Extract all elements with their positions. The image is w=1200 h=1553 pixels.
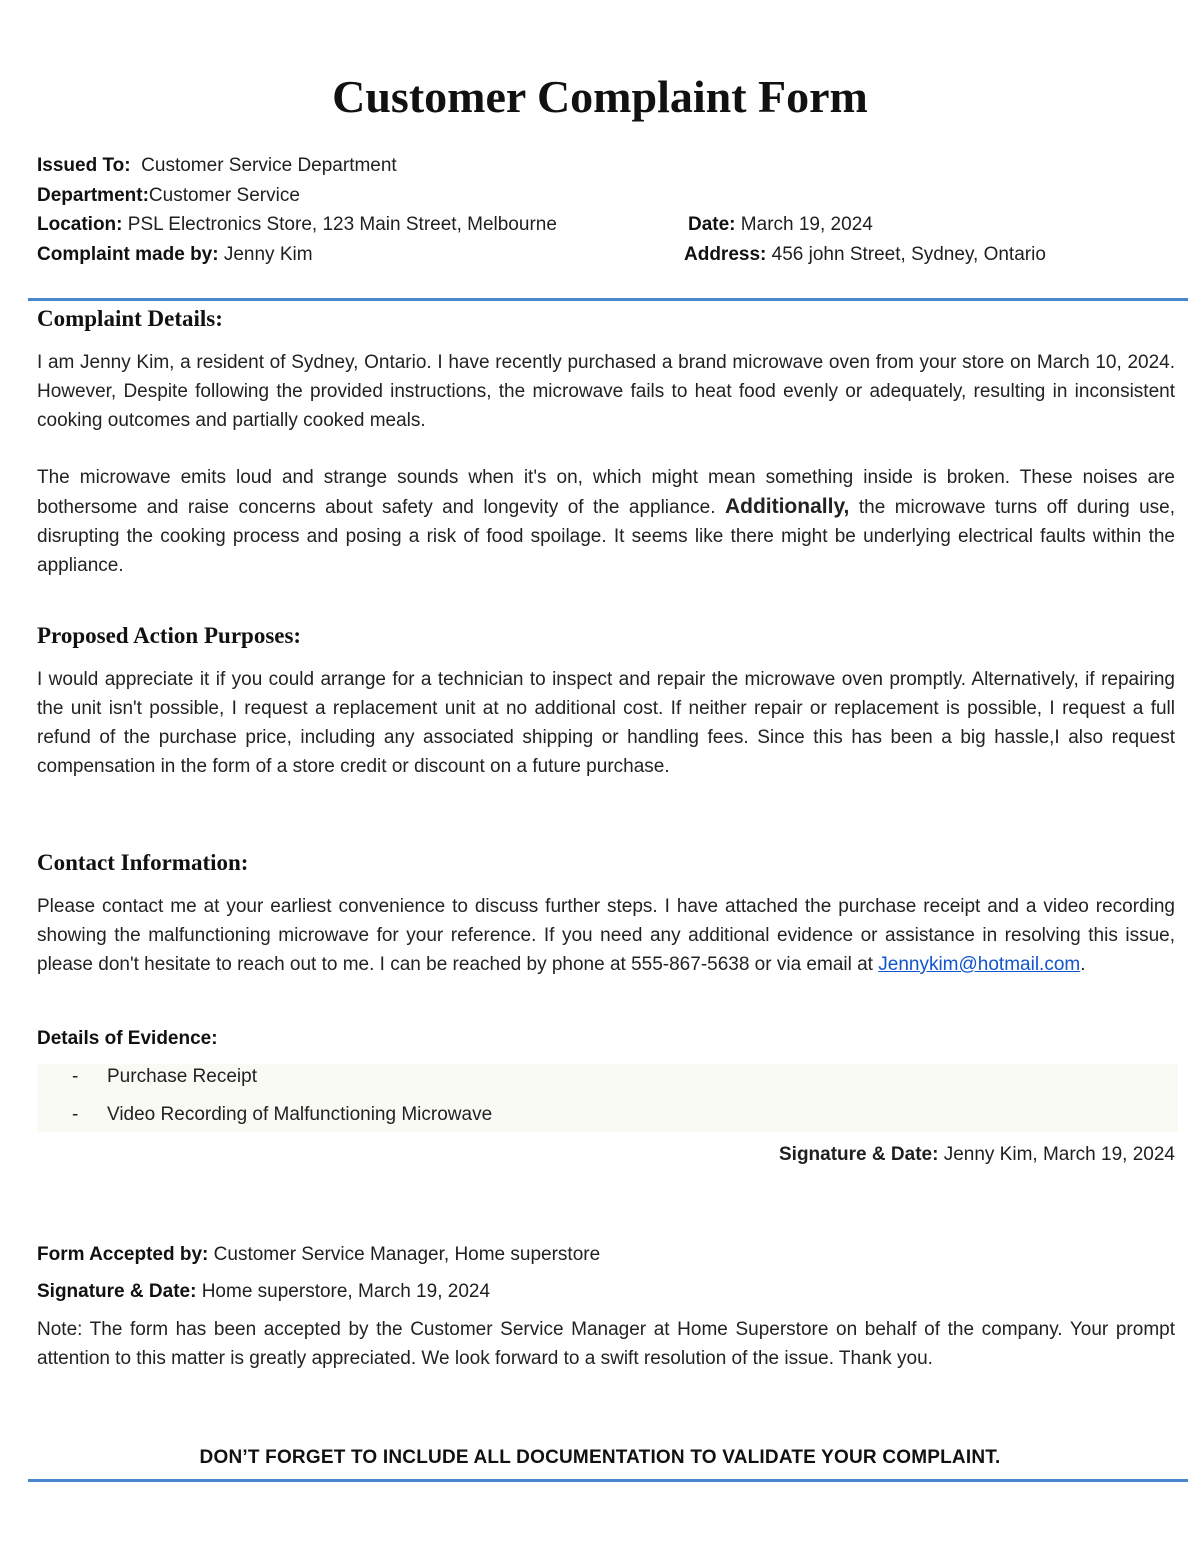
acceptance-note: Note: The form has been accepted by the Customer Service Manager at Home Superstore on behalf of the company. Your prompt attention to this matter is greatly appreciated. We look forward to a swift resolution of the issue. Thank you. <box>37 1319 1175 1369</box>
footer-reminder: DON’T FORGET TO INCLUDE ALL DOCUMENTATION TO VALIDATE YOUR COMPLAINT. <box>199 1447 1001 1468</box>
address-line <box>684 243 1046 267</box>
page-title: Customer Complaint Form <box>332 71 868 122</box>
complaint-para-2-end: the microwave turns off during use, disrupting the cooking process and posing a risk of food spoilage. It seems like there might be underlying electrical faults within the appliance. <box>37 497 1176 576</box>
location-label: Location: <box>37 214 123 235</box>
contact-info-para <box>37 892 1175 979</box>
proposed-action-heading: Proposed Action Purposes: <box>37 623 302 648</box>
issued-to-label: Issued To: <box>37 155 131 176</box>
contact-para-text: Please contact me at your earliest convenience to discuss further steps. I have attached the purchase receipt and a video recording showing the malfunctioning microwave for your reference. If you need any additional evidence or assistance in resolving this issue, please don't hesitate to reach out to me. I can be reached by phone at 555-867-5638 or via email at <box>37 896 1175 975</box>
accepted-by-line <box>37 1243 600 1267</box>
date-value: March 19, 2024 <box>740 214 873 235</box>
signature-value: Jenny Kim, March 19, 2024 <box>943 1144 1175 1165</box>
signature-label: Signature & Date: <box>779 1144 939 1165</box>
email-link[interactable]: Jennykim@hotmail.com <box>878 954 1081 975</box>
accepted-by-value: Customer Service Manager, Home superstore <box>213 1244 601 1265</box>
list-dash: - <box>72 1104 79 1125</box>
contact-info-heading: Contact Information: <box>37 850 249 875</box>
complaint-details-heading: Complaint Details: <box>37 306 223 331</box>
location-value: PSL Electronics Store, 123 Main Street, Melbourne <box>127 214 557 235</box>
address-value: 456 john Street, Sydney, Ontario <box>771 244 1046 265</box>
proposed-action-para: I would appreciate it if you could arrange for a technician to inspect and repair the microwave oven promptly. Alternatively, if repairing the unit isn't possible, I request a replacement unit at no additional cost. If neither repair or replacement is possible, I request a full refund of the purchase price, including any associated shipping or handling fees. Since this has been a big hassle,I also request compensation in the form of a store credit or discount on a future purchase. <box>37 669 1175 777</box>
evidence-heading: Details of Evidence: <box>37 1028 218 1049</box>
complaint-details-para-2 <box>37 463 1175 580</box>
complaint-by-value: Jenny Kim <box>223 244 313 265</box>
acceptance-signature-value: Home superstore, March 19, 2024 <box>201 1281 491 1302</box>
complaint-para-2-start: The microwave emits loud and strange sounds when it's on, which might mean something inside is broken. These noises are bothersome and raise concerns about safety and longevity of the appliance. <box>37 467 1175 518</box>
evidence-item-label: Video Recording of Malfunctioning Microwave <box>107 1104 493 1125</box>
location-line <box>37 213 557 237</box>
footer-divider <box>28 1479 1188 1482</box>
acceptance-signature-line <box>37 1280 490 1304</box>
complaint-para-2-emphasis: Additionally, <box>724 495 850 518</box>
issued-to-line <box>37 154 397 178</box>
accepted-by-label: Form Accepted by: <box>37 1244 209 1265</box>
list-dash: - <box>72 1066 79 1087</box>
address-label: Address: <box>684 244 767 265</box>
complaint-details-para-1: I am Jenny Kim, a resident of Sydney, Ontario. I have recently purchased a brand microwave oven from your store on March 10, 2024. However, Despite following the provided instructions, the microwave fails to heat food evenly or adequately, resulting in inconsistent cooking outcomes and partially cooked meals. <box>37 352 1175 431</box>
department-line <box>37 184 300 208</box>
date-line <box>688 213 873 237</box>
date-label: Date: <box>688 214 736 235</box>
department-value: Customer Service <box>148 185 300 206</box>
issued-to-value: Customer Service Department <box>141 155 397 176</box>
acceptance-signature-label: Signature & Date: <box>37 1281 197 1302</box>
complaint-by-label: Complaint made by: <box>37 244 219 265</box>
department-label: Department: <box>37 185 149 206</box>
complainant-signature-line <box>779 1143 1175 1167</box>
complaint-by-line <box>37 243 313 267</box>
contact-para-end: . <box>1080 954 1086 975</box>
evidence-list <box>37 1064 1178 1132</box>
header-divider <box>28 298 1188 301</box>
evidence-item-label: Purchase Receipt <box>107 1066 257 1087</box>
